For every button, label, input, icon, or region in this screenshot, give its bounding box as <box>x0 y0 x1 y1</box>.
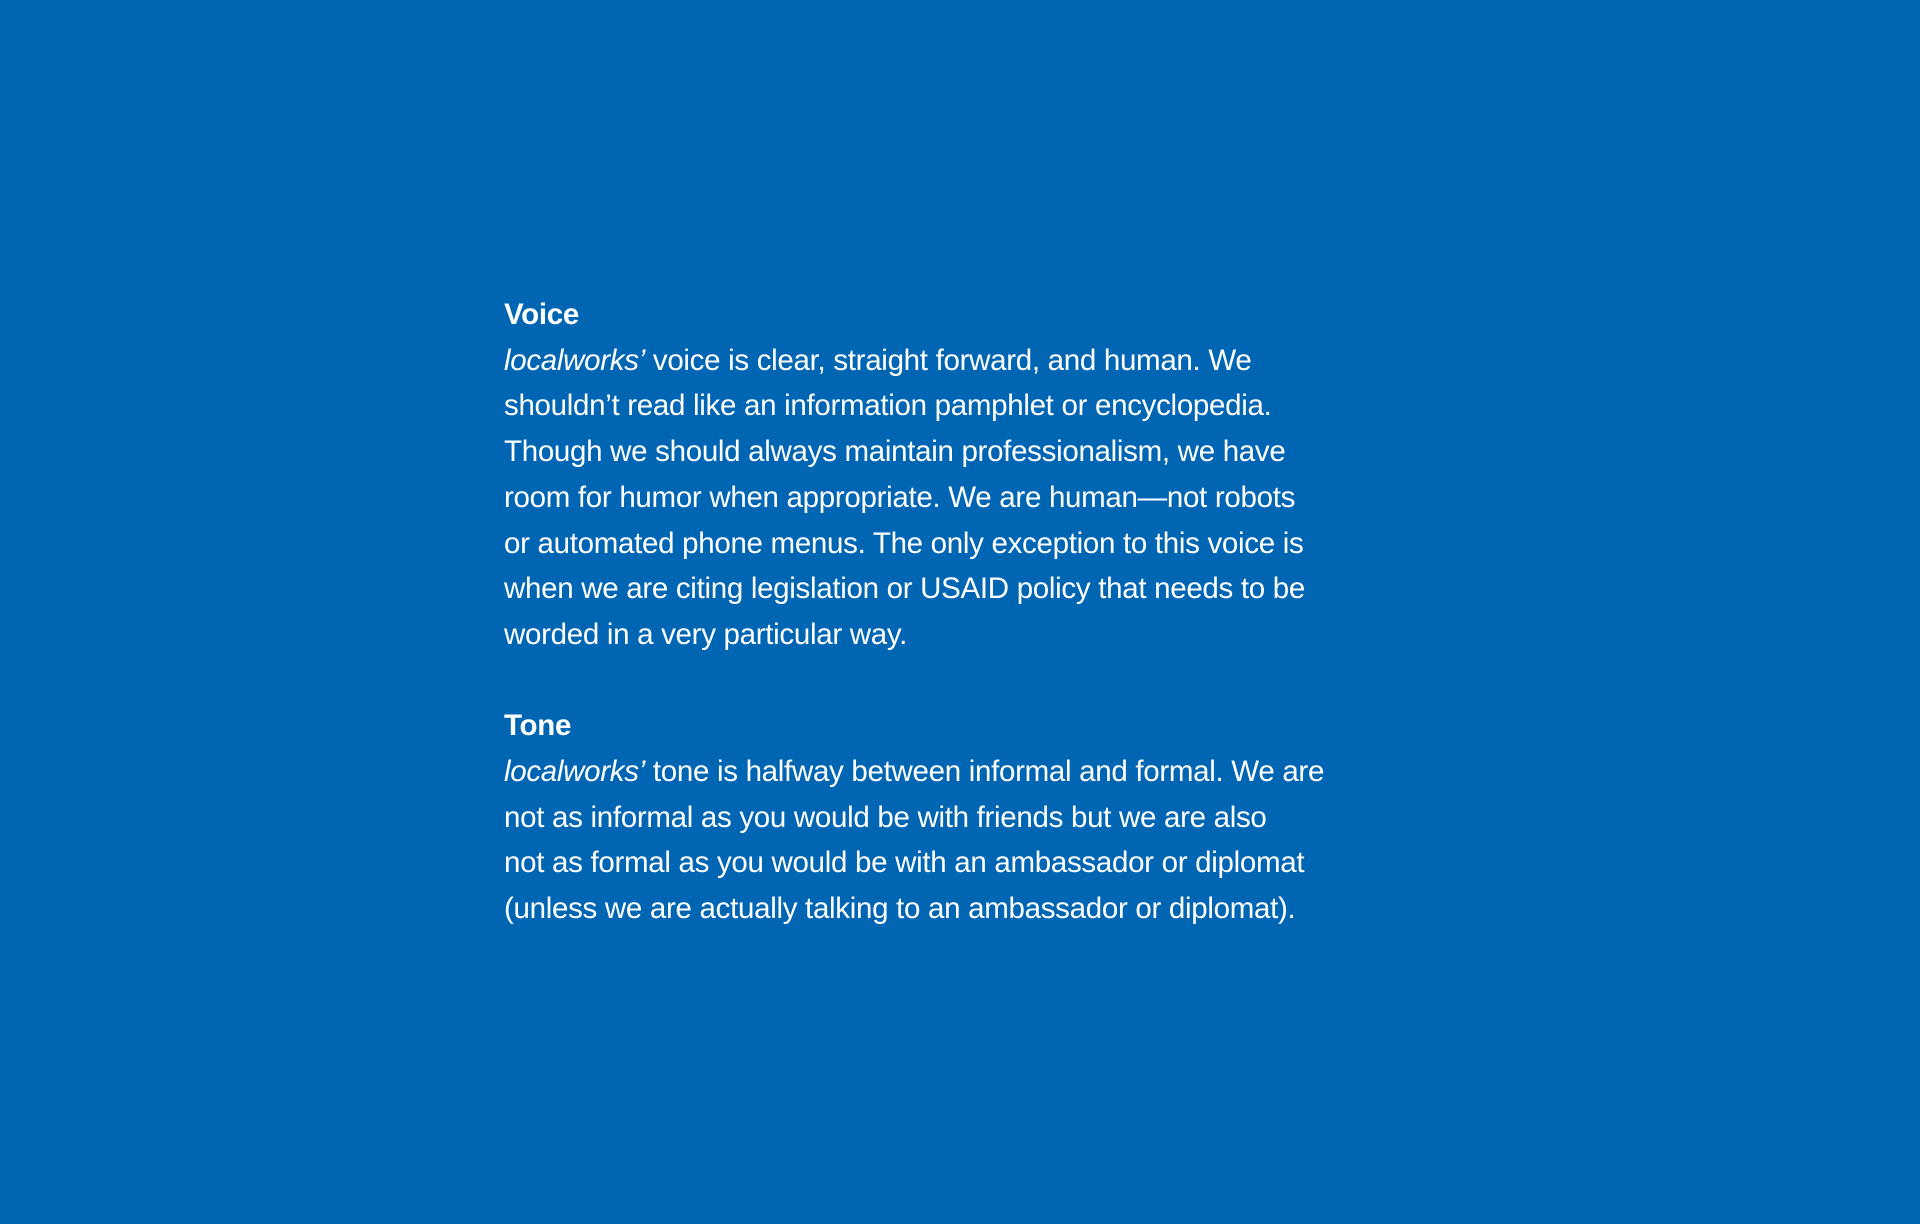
voice-line: shouldn’t read like an information pamphlet or encyclopedia. <box>504 389 1272 423</box>
voice-line: or automated phone menus. The only exception to this voice is <box>504 526 1304 560</box>
voice-line: room for humor when appropriate. We are human—not robots <box>504 480 1296 514</box>
voice-line: when we are citing legislation or USAID policy that needs to be <box>504 572 1305 606</box>
tone-line: not as formal as you would be with an ambassador or diplomat <box>504 846 1305 880</box>
voice-text: voice is clear, straight forward, and human. We <box>644 343 1252 377</box>
voice-line <box>504 338 1324 384</box>
tone-heading: Tone <box>504 709 572 743</box>
tone-line: (unless we are actually talking to an ambassador or diplomat). <box>504 892 1296 926</box>
tone-section <box>504 703 1324 932</box>
tone-text: tone is halfway between informal and formal. We are <box>644 755 1325 789</box>
brand-name: localworks’ <box>504 755 645 789</box>
voice-section <box>504 292 1324 658</box>
voice-line: Though we should always maintain professionalism, we have <box>504 435 1286 469</box>
tone-line: not as informal as you would be with friends but we are also <box>504 800 1267 834</box>
section-spacer <box>504 658 1324 704</box>
voice-heading: Voice <box>504 298 580 331</box>
guidelines-content <box>504 292 1324 932</box>
voice-line: worded in a very particular way. <box>504 617 908 651</box>
brand-name: localworks’ <box>504 343 645 377</box>
tone-line <box>504 749 1324 795</box>
